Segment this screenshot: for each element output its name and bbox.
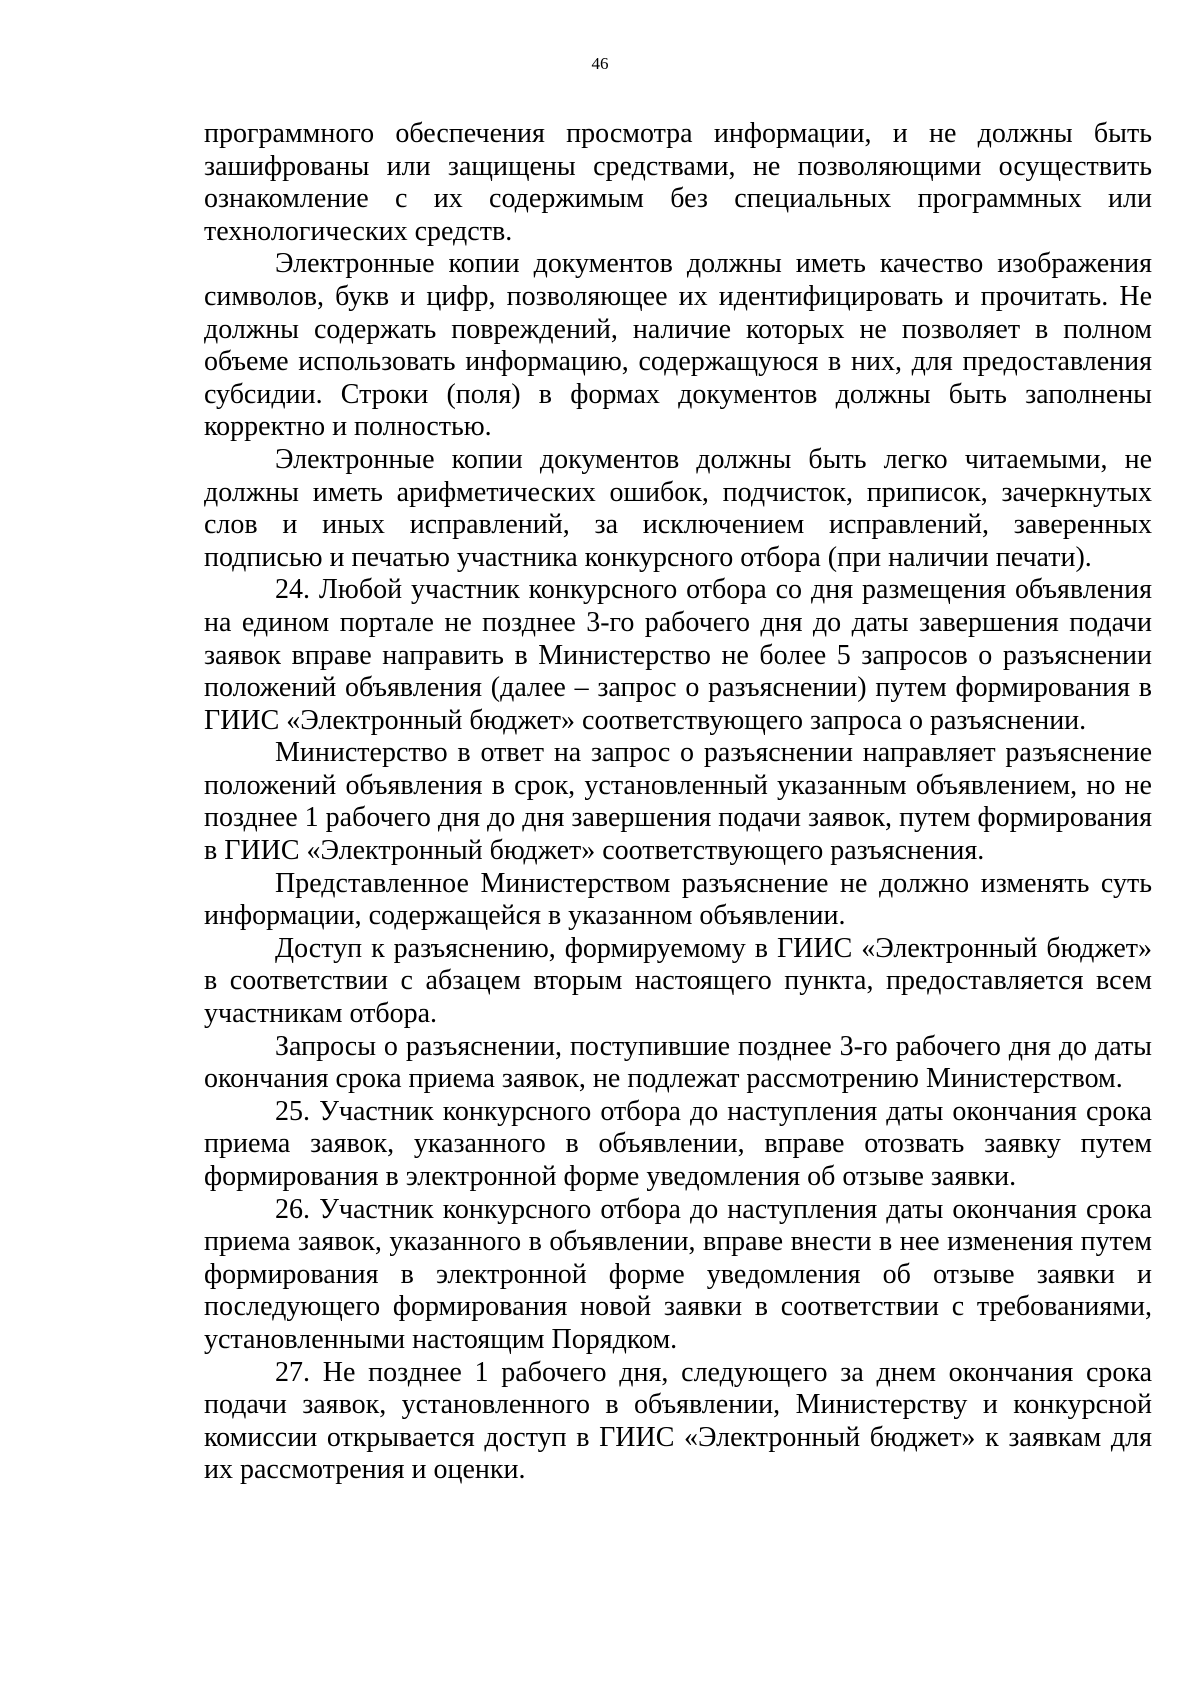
paragraph-item-26: 26. Участник конкурсного отбора до наступления даты окончания срока приема заявок, указанного в объявлении, вправе внести в нее изменения путем формирования в электронной форме уведомления об отзыве заявки и последующего формирования новой заявки в соответствии с требованиями, установленными настоящим Порядком.	[204, 1193, 1152, 1355]
paragraph: Электронные копии документов должны иметь качество изображения символов, букв и цифр, позволяющее их идентифицировать и прочитать. Не должны содержать повреждений, наличие которых не позволяет в полном объеме использовать информацию, содержащуюся в них, для предоставления субсидии. Строки (поля) в формах документов должны быть заполнены корректно и полностью.	[204, 248, 1152, 443]
page-number: 46	[591, 54, 609, 73]
paragraph: Электронные копии документов должны быть легко читаемыми, не должны иметь арифметических ошибок, подчисток, приписок, зачеркнутых слов и иных исправлений, за исключением исправлений, заверенных подписью и печатью участника конкурсного отбора (при наличии печати).	[204, 443, 1152, 573]
paragraph-item-25: 25. Участник конкурсного отбора до наступления даты окончания срока приема заявок, указанного в объявлении, вправе отозвать заявку путем формирования в электронной форме уведомления об отзыве заявки.	[204, 1095, 1152, 1192]
document-body	[204, 118, 1152, 1487]
paragraph-item-24: 24. Любой участник конкурсного отбора со дня размещения объявления на едином портале не позднее 3-го рабочего дня до даты завершения подачи заявок вправе направить в Министерство не более 5 запросов о разъяснении положений объявления (далее – запрос о разъяснении) путем формирования в ГИИС «Электронный бюджет» соответствующего запроса о разъяснении.	[204, 574, 1152, 736]
paragraph: Представленное Министерством разъяснение не должно изменять суть информации, содержащейся в указанном объявлении.	[204, 867, 1152, 932]
paragraph-item-27: 27. Не позднее 1 рабочего дня, следующего за днем окончания срока подачи заявок, установленного в объявлении, Министерству и конкурсной комиссии открывается доступ в ГИИС «Электронный бюджет» к заявкам для их рассмотрения и оценки.	[204, 1356, 1152, 1486]
paragraph: Министерство в ответ на запрос о разъяснении направляет разъяснение положений объявления в срок, установленный указанным объявлением, но не позднее 1 рабочего дня до дня завершения подачи заявок, путем формирования в ГИИС «Электронный бюджет» соответствующего разъяснения.	[204, 737, 1152, 867]
paragraph: Доступ к разъяснению, формируемому в ГИИС «Электронный бюджет» в соответствии с абзацем вторым настоящего пункта, предоставляется всем участникам отбора.	[204, 932, 1152, 1030]
paragraph-continuation: программного обеспечения просмотра информации, и не должны быть зашифрованы или защищены средствами, не позволяющими осуществить ознакомление с их содержимым без специальных программных или технологических средств.	[204, 118, 1152, 247]
paragraph: Запросы о разъяснении, поступившие позднее 3-го рабочего дня до даты окончания срока приема заявок, не подлежат рассмотрению Министерством.	[204, 1030, 1152, 1095]
